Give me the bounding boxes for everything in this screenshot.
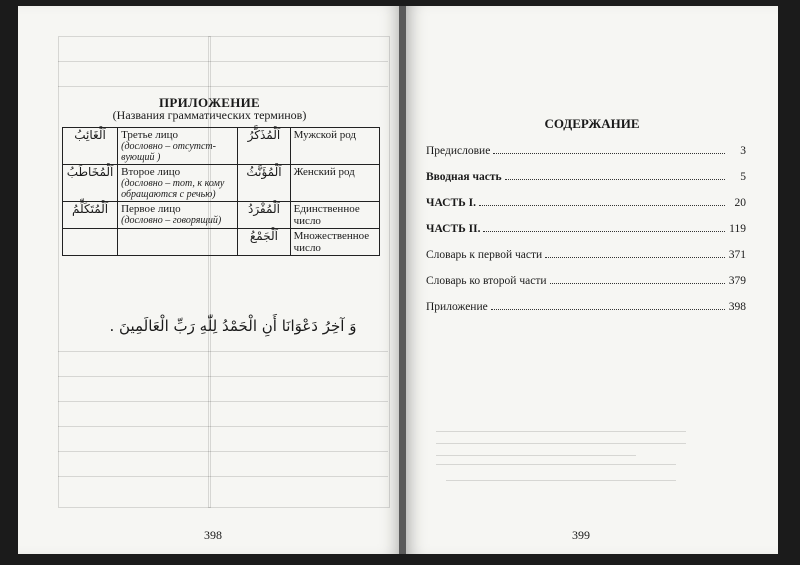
toc-label: Вводная часть xyxy=(426,171,502,183)
toc-entry xyxy=(426,275,746,291)
russian-term xyxy=(118,229,238,256)
russian-term: Множественное число xyxy=(290,229,379,256)
toc-label: Предисловие xyxy=(426,145,491,157)
page-number: 398 xyxy=(204,528,222,542)
dot-leader xyxy=(483,230,725,232)
toc-entry xyxy=(426,171,746,187)
russian-term: Третье лицо (дословно – отсутст-вующий ) xyxy=(118,128,238,165)
toc-page-number: 5 xyxy=(740,171,746,183)
arabic-term: اَلْغَائِبُ xyxy=(63,128,118,165)
toc-page-number: 398 xyxy=(728,301,746,313)
toc-label: Словарь ко второй части xyxy=(426,275,547,287)
left-page xyxy=(18,6,401,554)
russian-term: Женский род xyxy=(290,165,379,202)
arabic-term: اَلْمُتَكَلِّمُ xyxy=(63,202,118,229)
table-row xyxy=(63,165,380,202)
toc-label: Словарь к первой части xyxy=(426,249,543,261)
toc-page-number: 379 xyxy=(728,275,746,287)
toc-entry xyxy=(426,249,746,265)
closing-verse: وَ آخِرُ دَعْوَانَا أَنِ الْحَمْدُ لِلّٰهِ رَبِّ الْعَالَمِينَ . xyxy=(109,317,357,335)
toc-page-number: 119 xyxy=(729,223,746,235)
russian-term: Первое лицо (дословно – говорящий) xyxy=(118,202,238,229)
grammar-terms-table xyxy=(62,127,380,256)
appendix-title: ПРИЛОЖЕНИЕ xyxy=(158,95,261,110)
toc-page-number: 3 xyxy=(740,145,746,157)
arabic-term: اَلْمُفْرَدُ xyxy=(238,202,290,229)
table-row xyxy=(63,128,380,165)
toc-page-number: 371 xyxy=(728,249,746,261)
russian-term: Мужской род xyxy=(290,128,379,165)
toc-label: Приложение xyxy=(426,301,488,313)
contents-title: СОДЕРЖАНИЕ xyxy=(544,116,640,131)
table-row xyxy=(63,229,380,256)
page-number: 399 xyxy=(572,528,590,542)
russian-term: Второе лицо (дословно – тот, к кому обращаются с речью) xyxy=(118,165,238,202)
toc-label: ЧАСТЬ I. xyxy=(426,197,476,209)
toc-label: ЧАСТЬ II. xyxy=(426,223,481,235)
arabic-term: اَلْمُؤَنَّثُ xyxy=(238,165,290,202)
toc-page-number: 20 xyxy=(734,197,746,209)
arabic-term xyxy=(63,229,118,256)
toc-entry xyxy=(426,145,746,161)
dot-leader xyxy=(545,256,725,258)
russian-term: Единственное число xyxy=(290,202,379,229)
appendix-subtitle: (Названия грамматических терминов) xyxy=(112,108,307,122)
dot-leader xyxy=(479,204,725,206)
dot-leader xyxy=(505,178,725,180)
table-row xyxy=(63,202,380,229)
toc-entry xyxy=(426,223,746,239)
dot-leader xyxy=(550,282,725,284)
arabic-term: اَلْجَمْعُ xyxy=(238,229,290,256)
arabic-term: اَلْمُخَاطَبُ xyxy=(63,165,118,202)
arabic-term: اَلْمُذَكَّرُ xyxy=(238,128,290,165)
toc-entry xyxy=(426,301,746,317)
toc-entry xyxy=(426,197,746,213)
right-page xyxy=(406,6,778,554)
dot-leader xyxy=(491,308,725,310)
dot-leader xyxy=(493,152,725,154)
